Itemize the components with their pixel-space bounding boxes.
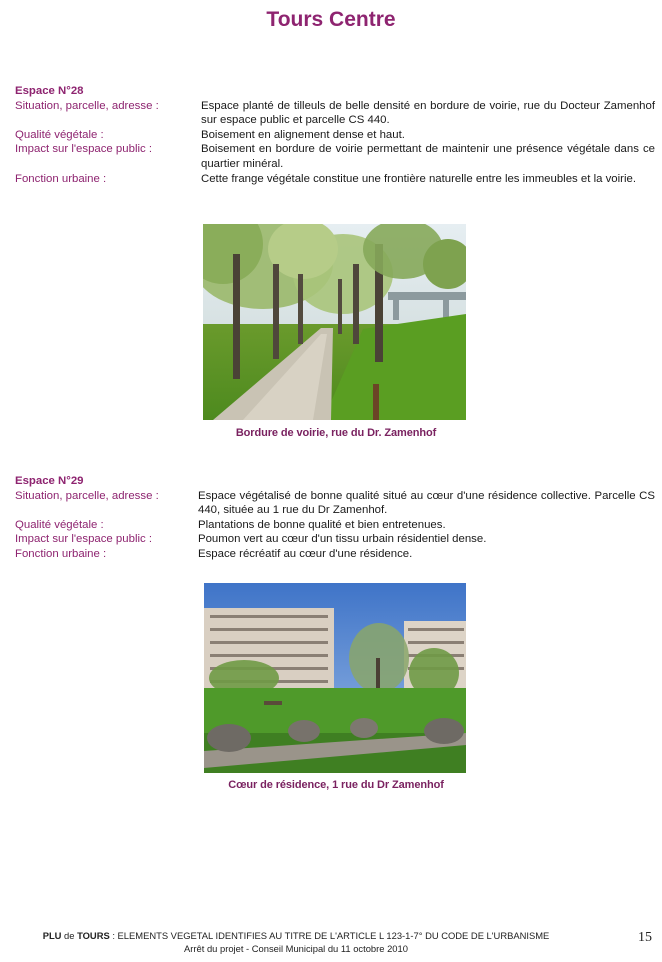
espace-28-row [15,128,655,143]
espace-29-section [15,474,655,562]
espace-28-title: Espace N°28 [15,85,84,97]
row-value: Espace planté de tilleuls de belle densité en bordure de voirie, rue du Docteur Zamenhof sur espace public et parcelle CS 440. [201,99,655,127]
row-label: Qualité végétale : [15,518,104,531]
photo-caption: Bordure de voirie, rue du Dr. Zamenhof [235,427,437,439]
espace-29-row [15,518,655,533]
row-value: Boisement en bordure de voirie permettant de maintenir une présence végétale dans ce quartier minéral. [201,143,655,170]
footer-plu: PLU [42,930,62,941]
row-label: Impact sur l'espace public : [15,533,153,546]
espace-28-section [15,84,655,186]
row-value: Espace récréatif au cœur d'une résidence. [198,547,413,560]
row-value: Cette frange végétale constitue une frontière naturelle entre les immeubles et la voirie. [201,172,636,185]
row-label: Situation, parcelle, adresse : [15,489,159,502]
row-value: Poumon vert au cœur d'un tissu urbain résidentiel dense. [198,533,487,546]
row-label: Qualité végétale : [15,128,104,141]
espace-28-row [15,142,655,171]
footer-rest: : ELEMENTS VEGETAL IDENTIFIES AU TITRE DE L'ARTICLE L 123-1-7° DU CODE DE L'URBANISME [109,930,550,941]
footer-line-2: Arrêt du projet - Conseil Municipal du 11 octobre 2010 [184,943,408,954]
row-label: Fonction urbaine : [15,547,107,560]
footer-line-1 [0,930,662,941]
row-value: Espace végétalisé de bonne qualité situé au cœur d'une résidence collective. Parcelle CS 440, située au 1 rue du Dr Zamenhof. [198,489,655,517]
footer [0,930,662,954]
photo-bordure-de-voirie [203,224,466,420]
row-label: Situation, parcelle, adresse : [15,99,159,112]
row-value: Plantations de bonne qualité et bien entretenues. [198,518,446,531]
espace-29-title: Espace N°29 [15,475,84,487]
footer-de: de [61,930,78,941]
page-number: 15 [638,930,652,945]
row-value: Boisement en alignement dense et haut. [201,128,405,141]
footer-tours: TOURS [77,930,110,941]
page-title: Tours Centre [266,8,396,31]
espace-28-row [15,172,655,187]
espace-28-row [15,99,655,128]
espace-29-row [15,547,655,562]
row-label: Fonction urbaine : [15,172,107,185]
photo-caption: Cœur de résidence, 1 rue du Dr Zamenhof [228,779,444,791]
row-label: Impact sur l'espace public : [15,143,153,156]
photo-coeur-de-residence [204,583,466,773]
espace-29-row [15,532,655,547]
espace-29-row [15,489,655,518]
